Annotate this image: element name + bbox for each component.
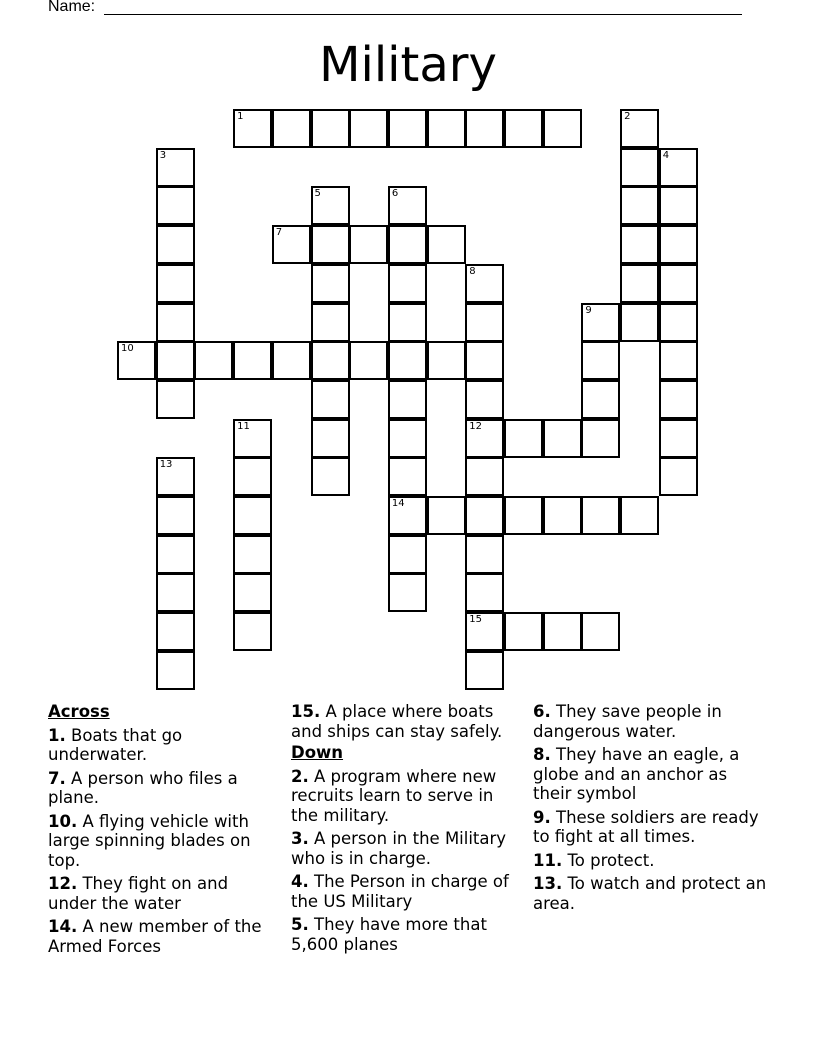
grid-cell[interactable] — [311, 341, 350, 380]
clue-number: 14 — [391, 498, 405, 509]
clue-item — [291, 872, 521, 911]
clue-item — [48, 874, 278, 913]
clue-text: They have an eagle, a globe and an anchor as their symbol — [533, 745, 740, 803]
grid-cell[interactable] — [465, 612, 504, 651]
grid-cell[interactable] — [156, 573, 195, 612]
grid-cell[interactable] — [659, 419, 698, 458]
grid-cell[interactable] — [504, 109, 543, 148]
grid-cell[interactable] — [427, 225, 466, 264]
grid-cell[interactable] — [156, 341, 195, 380]
grid-cell[interactable] — [233, 496, 272, 535]
grid-cell[interactable] — [581, 612, 620, 651]
clue-text: A person who files a plane. — [48, 768, 238, 807]
grid-cell[interactable] — [233, 341, 272, 380]
clue-text: A new member of the Armed Forces — [48, 917, 262, 956]
page-title: Military — [319, 37, 497, 93]
grid-cell[interactable] — [233, 535, 272, 574]
clue-number-label: 8. — [533, 745, 551, 764]
grid-cell[interactable] — [311, 186, 350, 225]
grid-cell[interactable] — [465, 419, 504, 458]
grid-cell[interactable] — [388, 109, 427, 148]
grid-cell[interactable] — [465, 109, 504, 148]
grid-cell[interactable] — [465, 341, 504, 380]
grid-cell[interactable] — [465, 303, 504, 342]
clue-number: 3 — [159, 149, 167, 161]
grid-cell[interactable] — [620, 303, 659, 342]
clue-number: 12 — [469, 420, 483, 432]
grid-cell[interactable] — [659, 225, 698, 264]
clue-number-label: 13. — [533, 874, 563, 893]
clue-item — [48, 726, 278, 765]
grid-cell[interactable] — [465, 535, 504, 574]
grid-cell[interactable] — [465, 496, 504, 535]
clue-item — [291, 702, 521, 741]
clue-text: The Person in charge of the US Military — [291, 872, 509, 911]
grid-cell[interactable] — [659, 303, 698, 342]
grid-cell[interactable] — [543, 109, 582, 148]
grid-cell[interactable] — [156, 535, 195, 574]
grid-cell[interactable] — [581, 496, 620, 535]
clue-number: 9 — [585, 304, 592, 316]
clue-number-label: 4. — [291, 872, 309, 891]
grid-cell[interactable] — [388, 264, 427, 303]
clue-text: These soldiers are ready to fight at all times. — [533, 807, 759, 846]
grid-cell[interactable] — [311, 457, 350, 496]
clue-text: A person in the Military who is in charge. — [291, 829, 507, 868]
grid-cell[interactable] — [233, 419, 272, 458]
grid-cell[interactable] — [311, 225, 350, 264]
clue-number: 8 — [469, 265, 476, 277]
grid-cell[interactable] — [581, 380, 620, 419]
grid-cell[interactable] — [349, 341, 388, 380]
clue-item — [48, 917, 278, 956]
grid-cell[interactable] — [427, 341, 466, 380]
clue-item — [291, 829, 521, 868]
grid-cell[interactable] — [156, 457, 195, 496]
grid-cell[interactable] — [427, 496, 466, 535]
clue-number: 2 — [624, 111, 631, 122]
clue-number-label: 12. — [48, 874, 78, 893]
clue-item — [533, 808, 768, 847]
clue-text: A program where new recruits learn to serve in the military. — [291, 766, 497, 825]
clue-item — [291, 767, 521, 826]
clue-column — [48, 702, 278, 956]
clue-text: Boats that go underwater. — [48, 725, 183, 764]
grid-cell[interactable] — [427, 109, 466, 148]
grid-cell[interactable] — [311, 264, 350, 303]
grid-cell[interactable] — [620, 148, 659, 187]
grid-cell[interactable] — [388, 457, 427, 496]
grid-cell[interactable] — [233, 573, 272, 612]
grid-cell[interactable] — [659, 380, 698, 419]
grid-cell[interactable] — [465, 573, 504, 612]
clue-number-label: 11. — [533, 850, 563, 870]
grid-cell[interactable] — [156, 186, 195, 225]
clue-number-label: 3. — [291, 829, 309, 848]
grid-cell[interactable] — [465, 457, 504, 496]
grid-cell[interactable] — [156, 612, 195, 651]
grid-cell[interactable] — [388, 225, 427, 264]
clue-number: 11 — [237, 420, 250, 432]
grid-cell[interactable] — [620, 109, 659, 148]
grid-cell[interactable] — [272, 341, 311, 380]
grid-cell[interactable] — [388, 419, 427, 458]
grid-cell[interactable] — [659, 457, 698, 496]
clue-item — [533, 874, 768, 913]
grid-cell[interactable] — [349, 225, 388, 264]
grid-cell[interactable] — [311, 380, 350, 419]
clue-column — [533, 702, 768, 913]
grid-cell[interactable] — [620, 186, 659, 225]
grid-cell[interactable] — [465, 651, 504, 690]
grid-cell[interactable] — [543, 496, 582, 535]
grid-cell[interactable] — [272, 109, 311, 148]
grid-cell[interactable] — [272, 225, 311, 264]
clue-item — [533, 851, 768, 871]
clue-number-label: 5. — [291, 915, 309, 934]
grid-cell[interactable] — [465, 380, 504, 419]
grid-cell[interactable] — [388, 573, 427, 612]
grid-cell[interactable] — [156, 651, 195, 690]
section-heading: Down — [291, 743, 344, 762]
clue-text: They fight on and under the water — [48, 874, 229, 913]
clue-number-label: 9. — [533, 807, 551, 827]
clue-item — [533, 745, 768, 804]
grid-cell[interactable] — [504, 612, 543, 651]
clue-text: A place where boats and ships can stay safely. — [291, 702, 503, 741]
grid-cell[interactable] — [659, 186, 698, 225]
clue-number-label: 7. — [48, 768, 66, 788]
grid-cell[interactable] — [156, 496, 195, 535]
grid-cell[interactable] — [388, 341, 427, 380]
clue-item — [48, 812, 278, 871]
clue-number: 5 — [314, 188, 321, 200]
grid-cell[interactable] — [388, 496, 427, 535]
grid-cell[interactable] — [311, 303, 350, 342]
grid-cell[interactable] — [388, 380, 427, 419]
clue-number-label: 10. — [48, 811, 78, 831]
clue-text: They have more that 5,600 planes — [291, 915, 487, 954]
grid-cell[interactable] — [156, 225, 195, 264]
grid-cell[interactable] — [620, 496, 659, 535]
grid-cell[interactable] — [388, 303, 427, 342]
clue-number: 7 — [275, 227, 283, 239]
grid-cell[interactable] — [233, 457, 272, 496]
grid-cell[interactable] — [659, 148, 698, 187]
grid-cell[interactable] — [543, 419, 582, 458]
clue-text: To protect. — [562, 850, 655, 870]
clue-text: To watch and protect an area. — [533, 874, 767, 913]
grid-cell[interactable] — [156, 380, 195, 419]
clue-column — [291, 702, 521, 954]
grid-cell[interactable] — [194, 341, 233, 380]
name-label: Name: — [48, 0, 96, 15]
clue-text: A flying vehicle with large spinning blades on top. — [48, 811, 251, 870]
grid-cell[interactable] — [156, 264, 195, 303]
clue-text: They save people in dangerous water. — [533, 702, 722, 741]
clue-item — [48, 769, 278, 808]
clue-number: 6 — [391, 188, 399, 200]
clue-number-label: 14. — [48, 917, 78, 936]
grid-cell[interactable] — [581, 341, 620, 380]
grid-cell[interactable] — [311, 419, 350, 458]
grid-cell[interactable] — [504, 419, 543, 458]
clue-number: 4 — [662, 149, 670, 161]
grid-cell[interactable] — [659, 264, 698, 303]
grid-cell[interactable] — [311, 109, 350, 148]
grid-cell[interactable] — [543, 612, 582, 651]
grid-cell[interactable] — [233, 109, 272, 148]
clue-number: 15 — [469, 614, 483, 626]
grid-cell[interactable] — [388, 535, 427, 574]
clue-item — [291, 915, 521, 954]
clue-item — [533, 702, 768, 741]
grid-cell[interactable] — [581, 419, 620, 458]
clue-number-label: 15. — [291, 702, 321, 721]
grid-cell[interactable] — [620, 225, 659, 264]
grid-cell[interactable] — [349, 109, 388, 148]
clue-number-label: 1. — [48, 725, 66, 745]
grid-cell[interactable] — [504, 496, 543, 535]
clue-number: 1 — [237, 111, 244, 122]
section-heading: Across — [48, 702, 110, 721]
grid-cell[interactable] — [620, 264, 659, 303]
grid-cell[interactable] — [117, 341, 156, 380]
grid-cell[interactable] — [581, 303, 620, 342]
grid-cell[interactable] — [156, 148, 195, 187]
clue-number: 13 — [159, 459, 173, 471]
clue-number: 10 — [121, 343, 134, 355]
grid-cell[interactable] — [388, 186, 427, 225]
clue-number-label: 2. — [291, 766, 309, 786]
grid-cell[interactable] — [465, 264, 504, 303]
grid-cell[interactable] — [233, 612, 272, 651]
grid-cell[interactable] — [156, 303, 195, 342]
grid-cell[interactable] — [659, 341, 698, 380]
clue-number-label: 6. — [533, 702, 551, 721]
